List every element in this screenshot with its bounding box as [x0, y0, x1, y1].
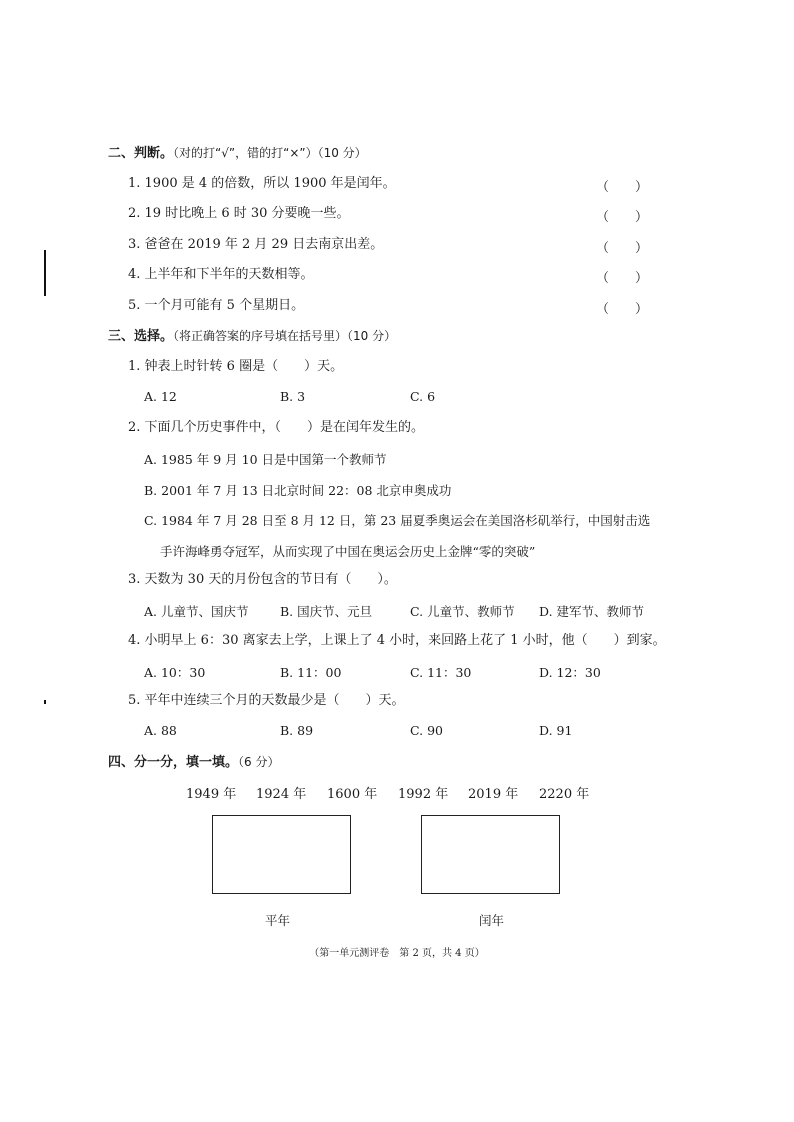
- choice-q1-stem: 1. 钟表上时针转 6 圈是（ ）天。: [128, 359, 344, 374]
- choice-q3-stem: 3. 天数为 30 天的月份包含的节日有（ ）。: [128, 572, 397, 587]
- choice-q3-option-b[interactable]: B. 国庆节、元旦: [280, 604, 373, 619]
- choice-q1-option-c[interactable]: C. 6: [410, 389, 436, 404]
- choice-q4-option-c[interactable]: C. 11：30: [410, 665, 472, 680]
- year-label-4[interactable]: 1992 年: [398, 787, 449, 802]
- answer-blank-4[interactable]: （ ）: [596, 271, 649, 286]
- section-3-heading: [108, 328, 396, 345]
- judge-item-5: 5. 一个月可能有 5 个星期日。: [128, 298, 305, 313]
- section-2-note: （对的打“√”，错的打“×”）（10 分）: [173, 146, 367, 160]
- judge-item-4: 4. 上半年和下半年的天数相等。: [128, 267, 314, 282]
- common-year-label: 平年: [265, 913, 291, 928]
- answer-blank-5[interactable]: （ ）: [596, 302, 649, 317]
- answer-blank-2[interactable]: （ ）: [596, 210, 649, 225]
- choice-q4-option-a[interactable]: A. 10：30: [144, 665, 206, 680]
- section-4-heading: [108, 754, 279, 771]
- choice-q2-stem: 2. 下面几个历史事件中，（ ）是在闰年发生的。: [128, 420, 425, 435]
- choice-q1-option-b[interactable]: B. 3: [280, 389, 306, 404]
- section-4-note: （6 分）: [238, 755, 280, 769]
- judge-item-2: 2. 19 时比晚上 6 时 30 分要晚一些。: [128, 206, 350, 221]
- choice-q5-option-d[interactable]: D. 91: [539, 723, 573, 738]
- choice-q1-option-a[interactable]: A. 12: [144, 389, 177, 404]
- choice-q4-option-b[interactable]: B. 11：00: [280, 665, 342, 680]
- choice-q3-option-c[interactable]: C. 儿童节、教师节: [410, 604, 515, 619]
- section-2-heading: [108, 145, 367, 162]
- year-label-3[interactable]: 1600 年: [327, 787, 378, 802]
- choice-q3-option-a[interactable]: A. 儿童节、国庆节: [144, 604, 249, 619]
- page-footer: （第一单元测评卷 第 2 页，共 4 页）: [309, 948, 485, 959]
- choice-q2-option-c-cont: 手许海峰勇夺冠军，从而实现了中国在奥运会历史上金牌“零的突破”: [160, 544, 536, 559]
- leap-year-label: 闰年: [479, 913, 505, 928]
- scan-dot-left: [44, 700, 46, 704]
- choice-q5-option-b[interactable]: B. 89: [280, 723, 314, 738]
- year-label-2[interactable]: 1924 年: [256, 787, 307, 802]
- common-year-box[interactable]: [212, 815, 351, 894]
- choice-q2-option-a[interactable]: A. 1985 年 9 月 10 日是中国第一个教师节: [144, 452, 387, 467]
- answer-blank-3[interactable]: （ ）: [596, 241, 649, 256]
- leap-year-box[interactable]: [421, 815, 560, 894]
- year-label-6[interactable]: 2220 年: [539, 787, 590, 802]
- section-3-title: 三、选择。: [108, 329, 174, 344]
- answer-blank-1[interactable]: （ ）: [596, 180, 649, 195]
- judge-item-3: 3. 爸爸在 2019 年 2 月 29 日去南京出差。: [128, 237, 384, 252]
- choice-q5-option-c[interactable]: C. 90: [410, 723, 443, 738]
- choice-q5-option-a[interactable]: A. 88: [144, 723, 177, 738]
- section-4-title: 四、分一分，填一填。: [108, 755, 239, 770]
- choice-q2-option-b[interactable]: B. 2001 年 7 月 13 日北京时间 22：08 北京申奥成功: [144, 483, 452, 498]
- section-3-note: （将正确答案的序号填在括号里）（10 分）: [173, 329, 397, 343]
- year-label-5[interactable]: 2019 年: [468, 787, 519, 802]
- judge-item-1: 1. 1900 是 4 的倍数，所以 1900 年是闰年。: [128, 176, 396, 191]
- year-label-1[interactable]: 1949 年: [186, 787, 237, 802]
- choice-q4-option-d[interactable]: D. 12：30: [539, 665, 601, 680]
- choice-q2-option-c[interactable]: C. 1984 年 7 月 28 日至 8 月 12 日，第 23 届夏季奥运会在美国洛杉矶举行，中国射击选: [144, 513, 651, 528]
- choice-q3-option-d[interactable]: D. 建军节、教师节: [539, 604, 645, 619]
- scan-mark-left: [44, 250, 46, 296]
- choice-q5-stem: 5. 平年中连续三个月的天数最少是（ ）天。: [128, 693, 405, 708]
- choice-q4-stem: 4. 小明早上 6：30 离家去上学，上课上了 4 小时，来回路上花了 1 小时，他（ ）到家。: [128, 633, 666, 648]
- section-2-title: 二、判断。: [108, 146, 174, 161]
